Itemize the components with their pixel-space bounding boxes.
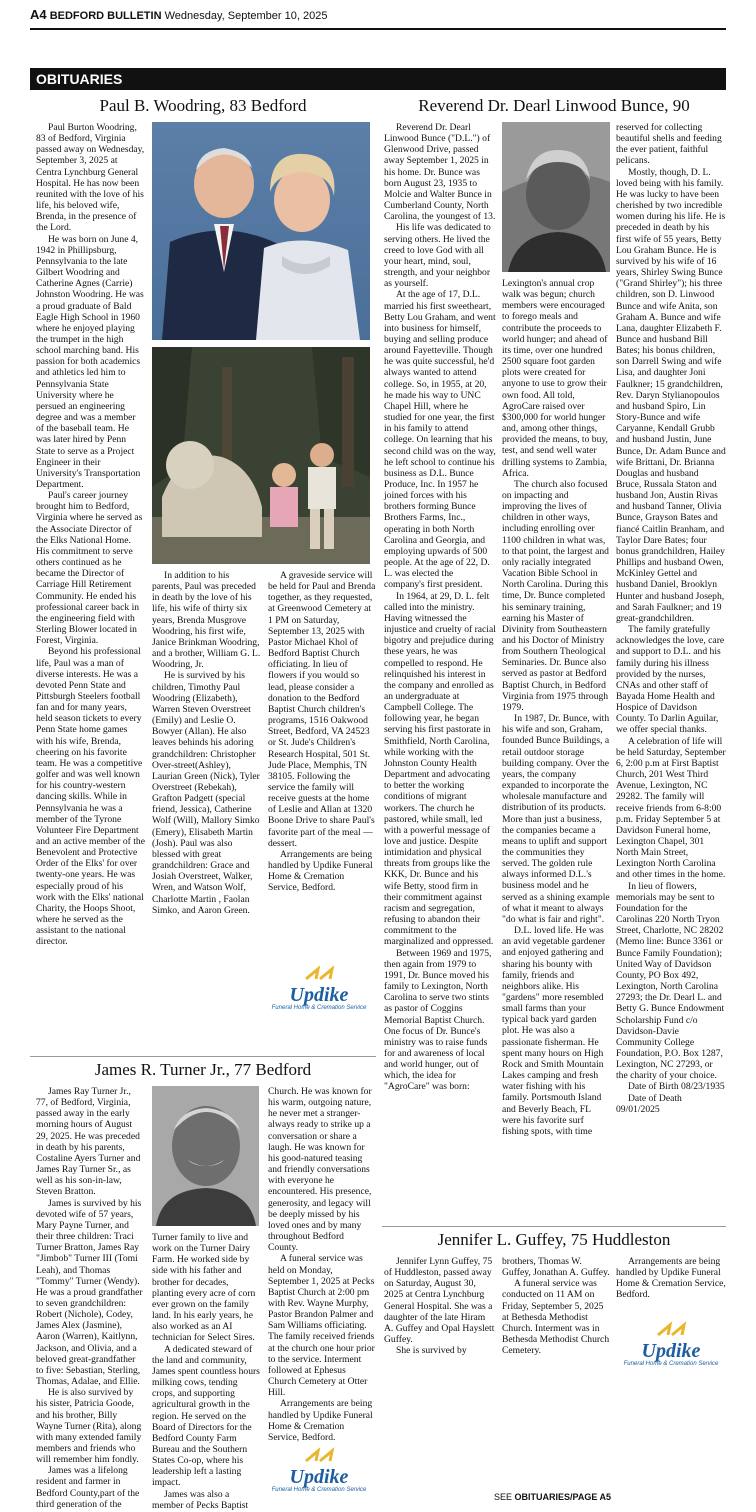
paragraph: He is survived by his children, Timothy Paul Woodring (Elizabeth), Warren Steven Overstreet (Emily) and Leslie O. Bowyer (Allan). He also leaves behinds his adoring grandchildren: Christopher Over-street(Ashley), Laurian Green (Nick), Tyler Overstreet (Rebekah), Grafton Padgett (special friend, Jessica), Catherine Wolf (Will), Mallory Simko (Emery), Elisabeth Martin (Josh). Paul was also blessed with great grandchildren: Grace and Josiah Overstreet, Walker, Wren, and Watson Wolf, Charlotte Martin , Faolan Simko, and Aaron Green.	[152, 670, 260, 916]
paragraph: Reverend Dr. Dearl Linwood Bunce ("D.L.") of Glenwood Drive, passed away September 1, 2025 in his home. Dr. Bunce was born August 23, 1935 to Molcie and Walter Bunce in Cumberland County, North Carolina, the youngest of 13.	[384, 122, 496, 223]
woodring-lion-shrine-photo	[152, 347, 370, 564]
paragraph: A funeral service was conducted on 11 AM on Friday, September 5, 2025 at Bethesda Methodist Church. Interment was in Bethesda Methodist Church Cemetery.	[502, 1278, 610, 1357]
paragraph: James was a lifelong resident and farmer in Bedford County,part of the third generation of the	[36, 1465, 140, 1510]
divider	[30, 1056, 376, 1057]
issue-date: Wednesday, September 10, 2025	[164, 10, 328, 22]
logo-swoosh-icon	[304, 967, 334, 981]
paragraph: At the age of 17, D.L. married his first sweetheart, Betty Lou Graham, and went into business for himself, buying and selling produce around Fayetteville. Though he was quite successful, he'd always wanted to attend college. So, in 1955, at 20, he made his way to UNC Chapel Hill, where he studied for one year, the first in his family to attend college. On learning that his second child was on the way, he left school to continue his business as D.L. Bunce Produce, Inc. In 1957 he joined forces with his brothers forming Bunce Brothers Farms, Inc., operating in both North Carolina and Georgia, and employing upwards of 500 people. At the age of 22, D. L. was elected the company's first president.	[384, 289, 496, 591]
woodring-couple-photo	[152, 122, 370, 340]
woodring-column-2	[152, 570, 261, 1054]
logo-wordmark: Updike	[641, 1340, 701, 1362]
paragraph: Beyond his professional life, Paul was a man of diverse interests. He was a devoted Penn State and Pittsburgh Steelers football fan and for many years, held season tickets to every Penn State home games with his wife, Brenda, cheering on his favorite team. He was a competitive golfer and was well known for his country-western dancing skills. While in Pennsylvania he was a member of the Tyrone Volunteer Fire Department and an active member of the Benevolent and Protective Order of the Elks' for over twenty-one years. He was especially proud of his work with the Elks' national Charity, the Hoops Shoot, where he served as the assistant to the national director.	[36, 646, 145, 948]
guffey-column-1	[384, 1256, 496, 1468]
paragraph: The family gratefully acknowledges the love, care and support to D.L. and his family during his illness provided by the nurses, CNAs and other staff of Bayada Home Health and Hospice of Davidson County. To Darlin Aguilar, we offer special thanks.	[616, 624, 725, 736]
updike-logo-turner	[270, 1448, 368, 1496]
publication-name: BEDFORD BULLETIN	[49, 10, 162, 22]
paragraph: A graveside service will be held for Paul and Brenda together, as they requested, at Greenwood Cemetery at 1 PM on Saturday, September 13, 2025 with Pastor Michael Khol of Bedford Baptist Church officiating. In lieu of flowers if you would so lead, please consider a donation to the Bedford Baptist Church children's programs, 1516 Oakwood Street, Bedford, VA 24523 or St. Jude's Children's Research Hospital, 501 St. Jude Place, Memphis, TN 38105. Following the service the family will receive guests at the home of Leslie and Allan at 1320 Boone Drive to share Paul's favorite part of the meal — dessert.	[268, 570, 376, 849]
logo-tagline: Funeral Home & Cremation Service	[623, 1361, 719, 1367]
paragraph: He was born on June 4, 1942 in Phillipsburg, Pennsylvania to the late Gilbert Woodring and Catherine Agnes (Carrie) Johnston Woodring. He was a proud graduate of Bald Eagle High School in 1960 where he enjoyed playing the trumpet in the high school marching band. His passion for both academics and athletics led him to Pennsylvania State University where he persued an engineering degree and was a member of the baseball team. He was later hired by Penn State to serve as a Project Engineer in their University's Transportation Department.	[36, 233, 144, 490]
paragraph: Church. He was known for his warm, outgoing nature, he never met a stranger-always ready to strike up a conversation or share a laugh. He was known for his good-natured teasing and friendly conversations with everyone he encountered. His presence, generosity, and legacy will be deeply missed by his loved ones and by many throughout Bedford County.	[268, 1086, 372, 1254]
turner-column-2	[152, 1232, 261, 1511]
paragraph: In 1987, Dr. Bunce, with his wife and son, Graham, founded Bunce Buildings, a retail outdoor storage building company. Over the years, the company expanded to incorporate the wholesale manufacture and distribution of its products. More than just a business, the companies became a means to uplift and support the communities they served. The golden rule always informed D.L.'s business model and he served as a shining example of what it meant to always "do what is fair and right".	[502, 713, 610, 925]
paragraph: His life was dedicated to serving others. He lived the creed to love God with all your heart, mind, soul, strength, and your neighbor as yourself.	[384, 222, 491, 290]
paragraph: Jennifer Lynn Guffey, 75 of Huddleston, passed away on Saturday, August 30, 2025 at Centra Lynchburg General Hospital. She was a daughter of the late Hiram A. Guffey and Opal Hayslett Guffey.	[384, 1256, 495, 1346]
paragraph: In 1964, at 29, D. L. felt called into the ministry. Having witnessed the injustice and cruelty of racial bigotry and prejudice during these years, he was compelled to respond. He relinquished his interest in the company and enrolled as an undergraduate at Campbell College. The following year, he began serving his first pastorate in Smithfield, North Carolina, while working with the Johnston County Health Department and advocating to better the working conditions of migrant workers. The church he pastored, while small, led with a powerful message of love and justice. Despite intimidation and physical threats from groups like the KKK, Dr. Bunce and his wife Betty, stood firm in their commitment against racism and segregation, refusing to abandon their commitment to the marginalized and oppressed.	[384, 590, 496, 948]
paragraph: Arrangements are being handled by Updike Funeral Home & Cremation Service, Bedford.	[268, 1398, 373, 1443]
logo-wordmark: Updike	[289, 984, 349, 1006]
paragraph: Turner family to live and work on the Turner Dairy Farm. He worked side by side with his father and brother for decades, planting every acre of corn ever grown on the family land. In his early years, he also worked as an AI technician for Select Sires.	[152, 1232, 256, 1344]
paragraph: She is survived by	[396, 1345, 467, 1357]
paragraph: brothers, Thomas W. Guffey, Jonathan A. Guffey.	[502, 1256, 610, 1279]
paragraph: A funeral service was held on Monday, September 1, 2025 at Pecks Baptist Church at 2:00 pm with Rev. Wayne Murphy, Pastor Brandon Palmer and Sam Williams officiating. The family received friends at the church one hour prior to the service. Interment followed at Ephesus Church Cemetery at Otter Hill.	[268, 1253, 375, 1399]
bunce-column-1	[384, 122, 496, 1220]
turner-portrait-image	[152, 1086, 259, 1226]
paragraph: A dedicated steward of the land and community, James spent countless hours milking cows, tending crops, and supporting agricultural growth in the region. He served on the Board of Directors for the Bedford County Farm Bureau and the Southern States Co-op, where his leadership left a lasting impact.	[152, 1343, 260, 1489]
paragraph: James is survived by his devoted wife of 57 years, Mary Payne Turner, and their three children: Traci Turner Bratton, James Ray "Jimbob" Turner III (Tomi Leah), and Thomas "Tommy" Turner (Wendy). He was a proud grandfather to seven grandchildren: Robert (Nichole), Codey, James Alex (Jasmine), Aaron (Warren), Kaitlynn, Jackson, and Olivia, and a beloved great-grandfather to five: Sebastian, Sterling, Thomas, Adalae, and Ellie.	[36, 1197, 143, 1388]
headline-bunce: Reverend Dr. Dearl Linwood Bunce, 90	[418, 96, 690, 115]
bunce-portrait-photo	[502, 122, 610, 272]
paragraph: Arrangements are being handled by Updike Funeral Home & Cremation Service, Bedford.	[616, 1256, 726, 1301]
paragraph: A celebration of life will be held Saturday, September 6, 2:00 p.m at First Baptist Church, 201 West Third Avenue, Lexington, NC 29282. The family will receive friends from 6-8:00 p.m. Friday September 5 at Davidson Funeral home, Lexington Chapel, 301 North Main Street, Lexington North Carolina and other times in the home.	[616, 735, 726, 881]
bunce-column-2	[502, 278, 610, 1220]
paragraph: Arrangements are being handled by Updike Funeral Home & Cremation Service, Bedford.	[268, 848, 373, 894]
logo-tagline: Funeral Home & Cremation Service	[271, 1005, 367, 1011]
lion-shrine-image	[152, 347, 370, 564]
continued-link[interactable]: OBITUARIES/PAGE A5	[514, 1492, 612, 1502]
woodring-column-3	[268, 570, 376, 930]
guffey-column-3	[616, 1256, 726, 1316]
paragraph: James was also a member of Pecks Baptist	[152, 1488, 249, 1511]
paragraph: reserved for collecting beautiful shells and feeding the ever patient, faithful pelicans.	[616, 122, 722, 167]
paragraph: Mostly, though, D. L. loved being with his family. He was lucky to have been cherished by two incredible women during his life. He is preceded in death by his first wife of 55 years, Betty Lou Graham Bunce. He is survived by his wife of 16 years, Shirley Swing Bunce ("Grand Shirley"); his three children, son D. Linwood Bunce and wife Anita, son Graham A. Bunce and wife Lana, daughter Elizabeth F. Bunce and husband Bill Bates; his bonus children, son Darrell Swing and wife Lisa, and daughter Joni Faulkner; 15 grandchildren, Rev. Daryn Stylianopoulos and husband Spiro, Lin Story-Bunce and wife Caryanne, Kendall Grubb and husband Justin, June Bunce, Dr. Adam Bunce and wife Brittani, Dr. Brianna Douglas and husband Bruce, Russala Staton and husband Jon, Austin Rivas and husband Tanner, Olivia Bunce, Grayson Bates and fiancé Caitlin Branham, and Taylor Dare Bates; four bonus grandchildren, Hailey Phillips and husband Owen, McKinley Gettel and husband Daniel, Brooklyn Hunter and husband Joseph, and Sarah Faulkner; and 19 great-grandchildren.	[616, 166, 726, 624]
paragraph: Paul Burton Woodring, 83 of Bedford, Virginia passed away on Wednesday, September 3, 2025 at Centra Lynchburg General Hospital. He has now been reunited with the love of his life, his beloved wife, Brenda, in the presence of the Lord.	[36, 122, 145, 234]
paragraph: Paul's career journey brought him to Bedford, Virginia where he served as the Associate Director of the Elks National Home. His commitment to serve others continued as he became the Director of Carriage Hill Retirement Community. He ended his professional career back in the engineering field with Sterling Blower located in Forest, Virginia.	[36, 490, 143, 647]
headline-guffey: Jennifer L. Guffey, 75 Huddleston	[437, 1230, 671, 1249]
logo-wordmark: Updike	[289, 1466, 349, 1488]
logo-swoosh-icon	[656, 1323, 686, 1337]
logo-tagline: Funeral Home & Cremation Service	[271, 1487, 367, 1493]
turner-column-3	[268, 1086, 376, 1443]
bunce-portrait-image	[502, 122, 610, 272]
turner-portrait-photo	[152, 1086, 259, 1226]
paragraph: Date of Birth 08/23/1935	[628, 1081, 725, 1093]
headline-woodring: Paul B. Woodring, 83 Bedford	[99, 96, 307, 115]
turner-column-1	[36, 1086, 145, 1508]
paragraph: James Ray Turner Jr., 77, of Bedford, Virginia, passed away in the early morning hours of August 29, 2025. He was preceded in death by his parents, Costaline Ayers Turner and James Ray Turner Sr., as well as his son-in-law, Steven Bratton.	[36, 1086, 141, 1198]
paragraph: Between 1969 and 1975, then again from 1979 to 1991, Dr. Bunce moved his family to Lexington, North Carolina to serve two stints as pastor of Coggins Memorial Baptist Church. One focus of Dr. Bunce's ministry was to raise funds for and awareness of local and world hunger, out of which, the idea for "AgroCare" was born:	[384, 947, 492, 1093]
paragraph: In addition to his parents, Paul was preceded in death by the love of his life, his wife of thirty six years, Brenda Musgrove Woodring, his first wife, Janice Brinkman Woodring, and a brother, William G. L. Woodring, Jr.	[152, 570, 261, 671]
page-number: A4	[30, 7, 47, 22]
bunce-column-3	[616, 122, 726, 1220]
divider	[382, 1226, 726, 1227]
logo-swoosh-icon	[304, 1449, 334, 1463]
masthead	[30, 7, 730, 27]
couple-portrait-image	[152, 122, 370, 340]
paragraph: Date of Death 09/01/2025	[616, 1092, 682, 1115]
paragraph: D.L. loved life. He was an avid vegetable gardener and enjoyed gathering and sharing his bounty with family, friends and neighbors alike. His "gardens" more resembled small farms than your typical back yard garden plot. He was also a passionate fisherman. He spent many hours on High Rock and Smith Mountain Lakes camping and fresh water fishing with his family. Portsmouth Island and Beverly Beach, FL were his favorite surf fishing spots, with time	[502, 925, 606, 1137]
paragraph: He is also survived by his sister, Patricia Goode, and his brother, Billy Wayne Turner (Rita), along with many extended family members and friends who will remember him fondly.	[36, 1387, 142, 1466]
updike-logo-woodring	[270, 966, 368, 1014]
continued-footer	[494, 1492, 726, 1506]
paragraph: In lieu of flowers, memorials may be sent to Foundation for the Carolinas 220 North Tryon Street, Charlotte, NC 28202 (Memo line: Bunce 3361 or Bunce Family Foundation); United Way of Davidson County, PO Box 492, Lexington, North Carolina 27293; the Dr. Dearl L. and Betty G. Bunce Endowment Scholarship Fund c/o Davidson-Davie Community College Foundation, P.O. Box 1287, Lexington, NC 27293, or the charity of your choice.	[616, 880, 725, 1082]
paragraph: The church also focused on impacting and improving the lives of children in other ways, including enrolling over 1100 children in what was, to that point, the largest and only racially integrated Vacation Bible School in North Carolina. During this time, Dr. Bunce completed his seminary training, earning his Master of Divinity from Southeastern and his Doctor of Ministry from Southern Theological Seminaries. Dr. Bunce also served as pastor at Bedford Baptist Church, in Bedford Virginia from 1975 through 1979.	[502, 478, 609, 713]
footer-prefix: SEE	[494, 1492, 515, 1502]
updike-logo-guffey	[618, 1322, 724, 1374]
masthead-rule	[30, 28, 726, 30]
guffey-column-2	[502, 1256, 610, 1468]
section-banner: OBITUARIES	[30, 68, 726, 90]
woodring-column-1	[36, 122, 145, 1182]
headline-turner: James R. Turner Jr., 77 Bedford	[94, 1060, 312, 1079]
paragraph: Lexington's annual crop walk was begun; church members were encouraged to forego meals and contribute the proceeds to world hunger; and ahead of its time, over one hundred 2500 square foot garden plots were created for anyone to use to grow their own food. All told, AgroCare raised over $300,000 for world hunger and, among other things, provided the means, to buy, test, and send well water drilling systems to Zambia, Africa.	[502, 278, 608, 479]
